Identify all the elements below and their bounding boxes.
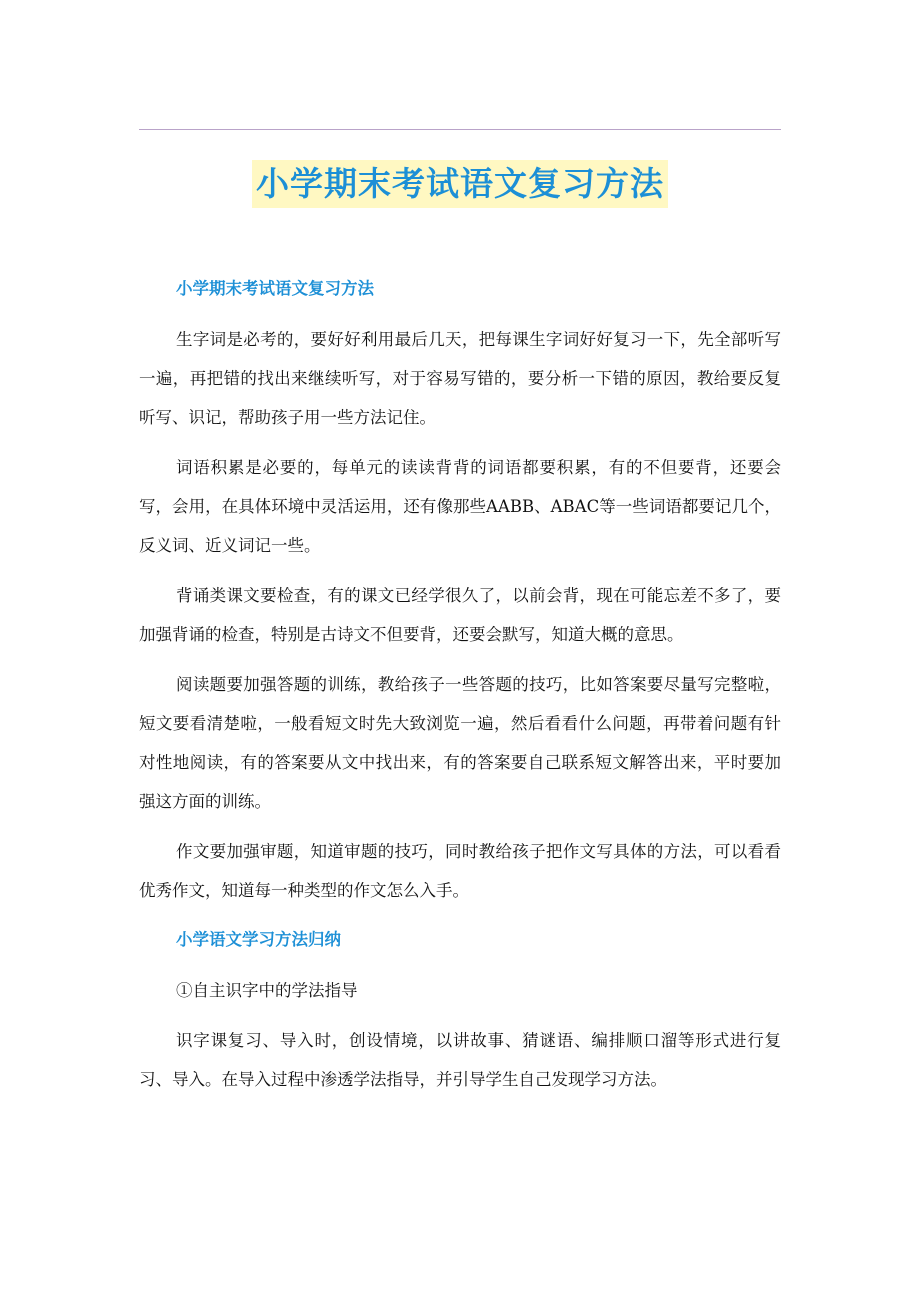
- header-rule: [139, 129, 781, 130]
- document-body: [139, 270, 781, 1099]
- paragraph-reading: 阅读题要加强答题的训练，教给孩子一些答题的技巧，比如答案要尽量写完整啦，短文要看清楚啦，一般看短文时先大致浏览一遍，然后看看什么问题，再带着问题有针对性地阅读，有的答案要从文中找出来，有的答案要自己联系短文解答出来，平时要加强这方面的训练。: [139, 675, 781, 811]
- paragraph-literacy-review: 识字课复习、导入时，创设情境，以讲故事、猜谜语、编排顺口溜等形式进行复习、导入。在导入过程中渗透学法指导，并引导学生自己发现学习方法。: [139, 1031, 781, 1089]
- title-container: [0, 160, 920, 208]
- section-heading-learning-methods: 小学语文学习方法归纳: [176, 930, 341, 949]
- section-heading-review-methods: 小学期末考试语文复习方法: [176, 279, 374, 298]
- document-title: 小学期末考试语文复习方法: [252, 160, 668, 208]
- list-item-self-literacy: ①自主识字中的学法指导: [176, 981, 358, 1000]
- paragraph-word-accumulation: 词语积累是必要的，每单元的读读背背的词语都要积累，有的不但要背，还要会写，会用，在具体环境中灵活运用，还有像那些AABB、ABAC等一些词语都要记几个，反义词、近义词记一些。: [139, 458, 781, 555]
- paragraph-composition: 作文要加强审题，知道审题的技巧，同时教给孩子把作文写具体的方法，可以看看优秀作文，知道每一种类型的作文怎么入手。: [139, 842, 781, 900]
- paragraph-vocabulary: 生字词是必考的，要好好利用最后几天，把每课生字词好好复习一下，先全部听写一遍，再把错的找出来继续听写，对于容易写错的，要分析一下错的原因，教给要反复听写、识记，帮助孩子用一些方法记住。: [139, 330, 781, 427]
- paragraph-recitation: 背诵类课文要检查，有的课文已经学很久了，以前会背，现在可能忘差不多了，要加强背诵的检查，特别是古诗文不但要背，还要会默写，知道大概的意思。: [139, 586, 781, 644]
